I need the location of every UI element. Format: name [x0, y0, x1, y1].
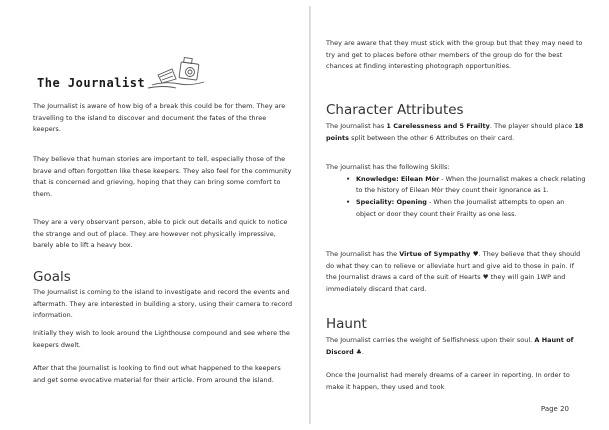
goals-block-3 — [33, 363, 293, 386]
haunt-block — [326, 335, 586, 358]
title-row — [33, 51, 233, 91]
skills-block — [326, 162, 586, 221]
goals-paragraph: After that the Journalist is looking to find out what happened to the keepers and get some evocative material for their article. From around the island. — [33, 364, 281, 384]
haunt-paragraph-2: Once the Journalist had merely dreams of a career in reporting. In order to make it happen, they used and took — [326, 371, 570, 391]
continuation-block — [326, 38, 586, 73]
virtue-block — [326, 249, 586, 296]
bold-points: 18 points — [326, 122, 584, 142]
haunt-block-2 — [326, 370, 586, 393]
list-item: • Knowledge: Eilean Mòr - When the Journalist makes a check relating to the history of Eilean Mòr they count their Ignorance as 1. — [346, 174, 586, 195]
skills-list — [326, 174, 586, 221]
intro-paragraph: They believe that human stories are important to tell, especially those of the brave and often forgotten like these keepers. They also feel for the community that is concerned and grieving, hoping that they can bring some comfort to them. — [33, 155, 292, 199]
intro-block-2 — [33, 154, 293, 201]
haunt-name: A Haunt of Discord ♣ — [326, 336, 574, 356]
page-title: The Journalist — [37, 76, 146, 90]
attributes-paragraph: The Journalist has 1 Carelessness and 5 Frailty. The player should place 18 points split between the other 6 Attributes on their card. — [326, 122, 584, 142]
camera-sketch-icon — [146, 55, 208, 95]
intro-block — [33, 101, 293, 136]
list-item: • Speciality: Opening - When the Journalist attempts to open an object or door they count their Frailty as one less. — [346, 198, 565, 218]
haunt-heading: Haunt — [326, 316, 367, 332]
page-gutter — [309, 6, 311, 424]
right-page — [326, 4, 584, 426]
page-number: Page 20 — [540, 405, 569, 413]
goals-paragraph: The Journalist is coming to the island to investigate and record the events and aftermath. They are interested in building a story, using their camera to record information. — [33, 288, 293, 320]
haunt-paragraph: The Journalist carries the weight of Selfishness upon their soul. A Haunt of Discord ♣. — [326, 336, 574, 356]
goals-heading: Goals — [33, 269, 71, 285]
virtue-name: Virtue of Sympathy ♥ — [399, 250, 479, 258]
skills-intro: The journalist has the following Skills: — [326, 163, 450, 171]
intro-paragraph: They are a very observant person, able to pick out details and quick to notice the strange and out of place. They are however not physically impressive, barely able to lift a heavy box. — [33, 218, 288, 250]
virtue-paragraph: The Journalist has the Virtue of Sympathy ♥. They believe that they should do what they can to relieve or alleviate hurt and give aid to those in pain. If the Journalist draws a card of the suit of Hearts ♥ they will gain 1WP and immediately discard that card. — [326, 250, 581, 294]
intro-paragraph: The Journalist is aware of how big of a break this could be for them. They are travelling to the island to discover and document the fates of the three keepers. — [33, 102, 286, 134]
book-spread — [6, 4, 603, 426]
attributes-block — [326, 121, 586, 144]
continuation-paragraph: They are aware that they must stick with the group but that they may need to try and get to places before other members of the group do for the best chances at finding interesting photograph opportunities. — [326, 39, 583, 71]
attributes-heading: Character Attributes — [326, 102, 464, 118]
bold-attributes: 1 Carelessness and 5 Frailty — [386, 122, 490, 130]
intro-block-3 — [33, 217, 293, 252]
left-page — [33, 4, 291, 426]
goals-block-2 — [33, 328, 293, 351]
goals-block — [33, 287, 293, 322]
goals-paragraph: Initially they wish to look around the Lighthouse compound and see where the keepers dwelt. — [33, 329, 290, 349]
